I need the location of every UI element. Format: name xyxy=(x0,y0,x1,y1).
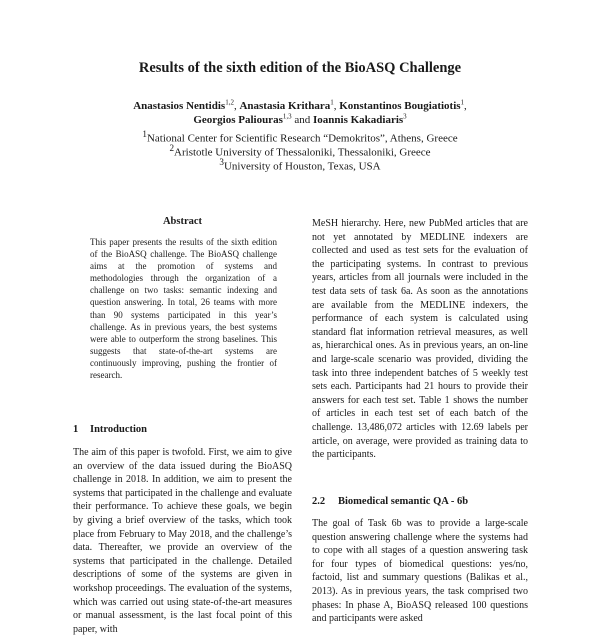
qa-section-body: The goal of Task 6b was to provide a large-scale question answering challenge where the systems had to cope with all stages of a question answering task for four types of biomedical questions: yes/no, factoid, list and summary questions (Balikas et al., 2013). As in previous years, the task comprised two phases: In phase A, BioASQ released 100 questions and participants were asked xyxy=(312,518,528,625)
section-title: Introduction xyxy=(90,424,147,435)
section-heading-qa xyxy=(312,495,468,509)
author-affiliation-mark: 3 xyxy=(403,112,407,121)
author-name: Konstantinos Bougiatiotis xyxy=(339,100,461,112)
author-affiliation-mark: 1 xyxy=(330,98,334,107)
right-column-text: MeSH hierarchy. Here, new PubMed articles that are not yet annotated by MEDLINE indexers are collected and used as test sets for the evaluation of the participating systems. In contrast to previous years, articles from all journals were included in the test data sets of task 6a. As soon as the annotations are available from the MEDLINE indexers, the performance of each system is calculated using standard flat information retrieval measures, as well as, hierarchical ones. As in previous years, an on-line and large-scale scenario was provided, dividing the task into three independent batches of 5 weekly test sets each. Participants had 21 hours to provide their answers for each test set. Table 1 shows the number of articles in each test set of each batch of the challenge. 13,486,072 articles with 12.69 labels per article, on average, were provided as training data to the participants. xyxy=(312,218,528,461)
section-number: 2.2 xyxy=(312,496,326,507)
affiliation-3: $^3$University of Houston, Texas, USA xyxy=(219,157,381,173)
affiliation-2: $^2$Aristotle University of Thessaloniki, Thessaloniki, Greece xyxy=(169,143,431,159)
author-list xyxy=(0,99,600,127)
affiliation-1: $^1$National Center for Scientific Research “Demokritos”, Athens, Greece xyxy=(142,129,458,145)
section-heading-introduction xyxy=(73,423,147,437)
author-line-1: Anastasios Nentidis$^{1,2}$, Anastasia Krithara$^1$, Konstantinos Bougiatiotis$^1$, xyxy=(133,98,467,112)
author-line-2: Georgios Paliouras$^{1,3}$ and Ioannis Kakadiaris$^3$ xyxy=(193,112,407,126)
author-affiliation-mark: 1 xyxy=(460,98,465,107)
author-name: Anastasios Nentidis xyxy=(133,100,226,112)
section-number: 1 xyxy=(73,424,79,435)
section-title: Biomedical semantic QA - 6b xyxy=(338,496,469,507)
author-affiliation-mark: 1,2 xyxy=(225,98,234,107)
paragraph: The aim of this paper is twofold. First, we aim to give an overview of the data issued during the BioASQ challenge in 2018. In addition, we aim to present the systems that participated in the challenge and evaluate their performance. To achieve these goals, we begin by giving a brief overview of the tasks, which took place from February to May 2018, and the challenge’s data. Thereafter, we provide an overview of the systems that participated in the challenge. Detailed descriptions of some of the systems are given in workshop proceedings. The evaluation of the systems, which was carried out using state-of-the-art measures or manual assessment, is the last focal point of this paper, with xyxy=(73,447,292,635)
abstract-body: This paper presents the results of the sixth edition of the BioASQ challenge. The BioASQ challenge aims at the promotion of systems and methodologies through the organization of a challenge on two tasks: semantic indexing and question answering. In total, 26 teams with more than 90 systems participated in this year’s challenge. As in previous years, the best systems were able to outperform the strong baselines. This suggests that state-of-the-art systems are continuously improving, pushing the frontier of research. xyxy=(90,237,277,381)
author-affiliation-mark: 1,3 xyxy=(282,112,292,121)
paper-title: Results of the sixth edition of the BioASQ Challenge xyxy=(138,60,462,76)
introduction-body xyxy=(73,446,292,636)
author-name: Georgios Paliouras xyxy=(193,114,283,126)
abstract-heading: Abstract xyxy=(162,216,203,227)
author-name: Ioannis Kakadiaris xyxy=(313,114,404,126)
author-name: Anastasia Krithara xyxy=(239,100,331,112)
